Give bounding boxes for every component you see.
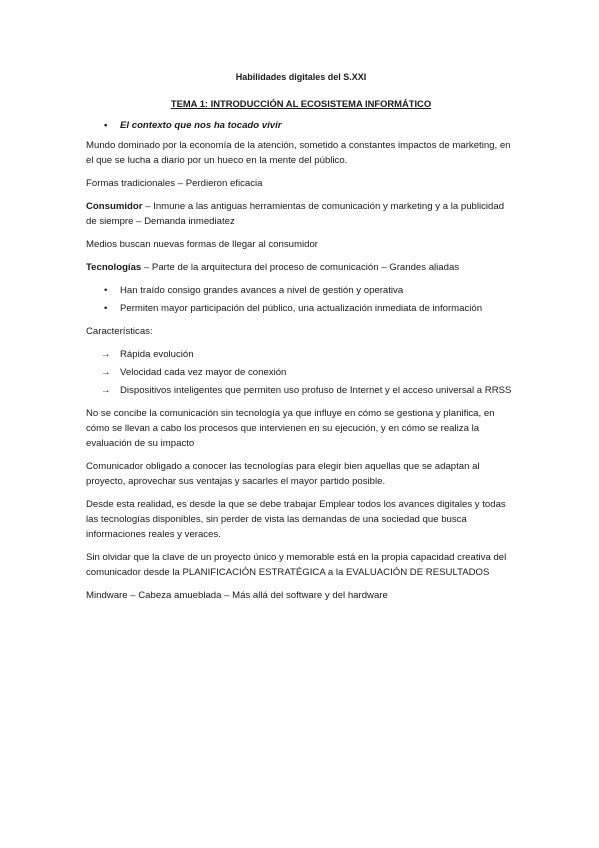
list-item-text: Permiten mayor participación del público, una actualización inmediata de información: [120, 303, 483, 314]
paragraph-characteristics-heading: Características:: [86, 326, 153, 337]
paragraph-communication-technology: No se concibe la comunicación sin tecnología ya que influye en cómo se gestiona y planifica, en cómo se llevan a cabo los procesos que intervienen en su ejecución, y en cómo se realiza la evaluación de su impacto: [86, 408, 495, 449]
topic-heading: TEMA 1: INTRODUCCIÓN AL ECOSISTEMA INFORMÁTICO: [170, 98, 432, 109]
list-item-text: Han traído consigo grandes avances a nivel de gestión y operativa: [120, 285, 404, 296]
technologies-bullet-list: [86, 283, 516, 316]
list-item: [86, 301, 516, 316]
paragraph-media: Medios buscan nuevas formas de llegar al consumidor: [86, 239, 318, 250]
consumer-text: – Inmune a las antiguas herramientas de comunicación y marketing y a la publicidad de siempre – Demanda inmediatez: [86, 201, 505, 227]
bullet-icon: •: [104, 303, 108, 314]
paragraph-reality: Desde esta realidad, es desde la que se debe trabajar Emplear todos los avances digitales y todas las tecnologías disponibles, sin perder de vista las demandas de una sociedad que busca informaciones reales y veraces.: [86, 499, 506, 540]
list-item-text: Velocidad cada vez mayor de conexión: [120, 367, 287, 378]
paragraph-traditional-forms: Formas tradicionales – Perdieron eficacia: [86, 178, 263, 189]
list-item-text: Dispositivos inteligentes que permiten uso profuso de Internet y el acceso universal a RRSS: [120, 385, 512, 396]
paragraph-consumer: [86, 199, 516, 229]
section-bullet-text: El contexto que nos ha tocado vivir: [120, 120, 282, 131]
paragraph-communicator: Comunicador obligado a conocer las tecnologías para elegir bien aquellas que se adaptan al proyecto, aprovechar sus ventajas y sacarles el mayor partido posible.: [86, 461, 480, 487]
technologies-lead: Tecnologías: [86, 262, 142, 273]
paragraph-technologies: [86, 260, 516, 275]
list-item: [86, 283, 516, 298]
paragraph-mindware: Mindware – Cabeza amueblada – Más allá del software y del hardware: [86, 590, 388, 601]
arrow-right-icon: →: [101, 385, 111, 396]
section-bullet: [86, 118, 516, 133]
document-title: Habilidades digitales del S.XXI: [235, 72, 367, 82]
list-item: [86, 347, 516, 362]
arrow-right-icon: →: [101, 349, 111, 360]
list-item-text: Rápida evolución: [120, 349, 194, 360]
bullet-icon: •: [104, 285, 108, 296]
characteristics-arrow-list: [86, 347, 516, 398]
document-body: [86, 70, 516, 611]
paragraph-attention-economy: Mundo dominado por la economía de la atención, sometido a constantes impactos de marketing, en el que se lucha a diario por un hueco en la mente del público.: [86, 140, 511, 166]
list-item: [86, 383, 516, 398]
technologies-text: – Parte de la arquitectura del proceso de comunicación – Grandes aliadas: [141, 262, 460, 273]
arrow-right-icon: →: [101, 367, 111, 378]
list-item: [86, 365, 516, 380]
paragraph-creative-key: Sin olvidar que la clave de un proyecto único y memorable está en la propia capacidad creativa del comunicador desde la PLANIFICACIÓN ESTRATÉGICA a la EVALUACIÓN DE RESULTADOS: [86, 552, 507, 578]
bullet-icon: •: [104, 120, 108, 131]
consumer-lead: Consumidor: [86, 201, 143, 212]
